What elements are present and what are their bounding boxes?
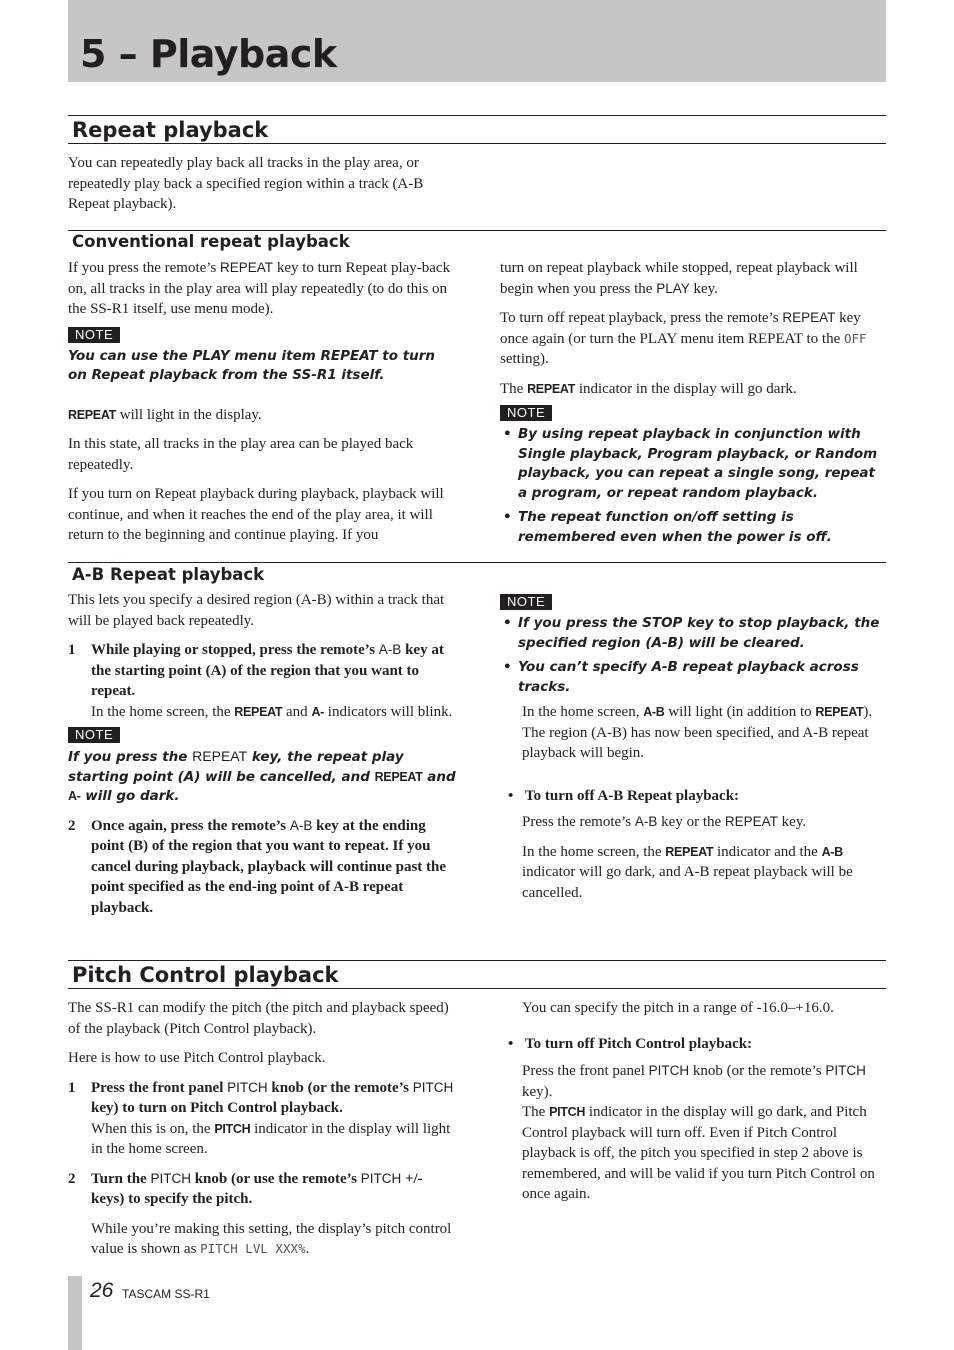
conventional-paragraph: turn on repeat playback while stopped, repeat playback will begin when you press the PLAY key.: [500, 260, 858, 297]
pitch-paragraph: Here is how to use Pitch Control playback.: [68, 1050, 326, 1066]
pitch-paragraph: The SS-R1 can modify the pitch (the pitch and playback speed) of the playback (Pitch Control playback).: [68, 1000, 449, 1037]
step-1: 1 While playing or stopped, press the remote’s A-B key at the starting point (A) of the region that you want to repeat.: [68, 642, 444, 699]
key-ab: A-B: [378, 642, 402, 657]
indicator-repeat: REPEAT: [234, 704, 283, 719]
pitch-paragraph: You can specify the pitch in a range of -16.0–+16.0.: [522, 1000, 834, 1016]
indicator-pitch: PITCH: [214, 1121, 251, 1136]
page-number: 26: [90, 1279, 114, 1302]
step-2: 2 Once again, press the remote’s A-B key at the ending point (B) of the region that you want to repeat. If you cancel during playback, playback will continue past the point specified as the end-ing point of A-B repeat playback.: [68, 817, 447, 916]
pitch-off-heading: • To turn off Pitch Control playback:: [508, 1035, 753, 1052]
note-item: • The repeat function on/off setting is remembered even when the power is off.: [500, 508, 886, 547]
conventional-paragraph: In this state, all tracks in the play area can be played back repeatedly.: [68, 436, 414, 473]
note-block: [500, 403, 886, 547]
step-2-body: While you’re making this setting, the display’s pitch control value is shown as PITCH LVL XXX%.: [91, 1220, 452, 1257]
note-badge: NOTE: [68, 727, 120, 743]
section-heading-pitch: Pitch Control playback: [72, 963, 339, 987]
note-block: [68, 725, 458, 807]
footer-model: TASCAM SS-R1: [122, 1287, 210, 1301]
pitch-paragraph: Press the front panel PITCH knob (or the remote’s PITCH key).: [522, 1063, 866, 1100]
repeat-intro-column: [68, 153, 458, 224]
key-pitch: PITCH: [825, 1063, 866, 1078]
lcd-off: OFF: [843, 330, 867, 346]
conventional-paragraph: If you turn on Repeat playback during playback, playback will continue, and when it reaches the end of the play area, it will return to the beginning and continue playing. If you: [68, 486, 444, 543]
ab-paragraph: This lets you specify a desired region (A-B) within a track that will be played back repeatedly.: [68, 592, 445, 629]
lcd-pitch-level: PITCH LVL XXX%: [200, 1241, 306, 1256]
key-pitch: PITCH: [648, 1063, 690, 1078]
section-rule-bottom: [68, 143, 886, 144]
section-heading-repeat: Repeat playback: [72, 118, 269, 142]
note-text: You can use the PLAY menu item REPEAT to turn on Repeat playback from the SS-R1 itself.: [68, 347, 436, 383]
chapter-title: 5 – Playback: [80, 32, 337, 76]
key-repeat: REPEAT: [192, 748, 248, 764]
key-pitch: PITCH: [360, 1170, 402, 1186]
step-1: 1 Press the front panel PITCH knob (or the remote’s PITCH key) to turn on Pitch Control playback.: [68, 1079, 454, 1116]
key-play: PLAY: [656, 280, 690, 296]
step-1-body: When this is on, the PITCH indicator in the display will light in the home screen.: [91, 1120, 451, 1157]
note-list: [500, 425, 886, 547]
key-pitch: PITCH: [412, 1079, 454, 1095]
conventional-paragraph: To turn off repeat playback, press the remote’s REPEAT key once again (or turn the PLAY menu item REPEAT to the OFF setting).: [500, 310, 867, 367]
note-item: • You can’t specify A-B repeat playback across tracks.: [500, 658, 886, 697]
key-pitch: PITCH: [227, 1079, 268, 1095]
indicator-a: A-: [68, 789, 81, 803]
ab-paragraph: In the home screen, A-B will light (in addition to REPEAT). The region (A-B) has now been specified, and A-B repeat playback will begin.: [522, 704, 873, 761]
pitch-paragraph: The PITCH indicator in the display will go dark, and Pitch Control playback will turn off. Even if Pitch Control playback is off, the pitch you specified in step 2 above is remembered, and will be valid if you turn Pitch Control on once again.: [522, 1104, 875, 1202]
conventional-right-column: [500, 258, 886, 552]
indicator-a: A-: [311, 704, 325, 719]
indicator-pitch: PITCH: [549, 1105, 586, 1119]
pitch-right-column: [500, 998, 886, 1214]
section-rule-bottom: [68, 988, 886, 989]
section-rule-top: [68, 960, 886, 961]
indicator-repeat: REPEAT: [527, 381, 576, 396]
note-text: If you press the REPEAT key, the repeat play starting point (A) will be cancelled, and REPEAT and A- will go dark.: [68, 748, 456, 804]
note-badge: NOTE: [68, 327, 120, 343]
repeat-intro: You can repeatedly play back all tracks in the play area, or repeatedly play back a specified region within a track (A-B Repeat playback).: [68, 155, 424, 212]
note-badge: NOTE: [500, 594, 552, 610]
section-rule-top: [68, 115, 886, 116]
pitch-left-column: [68, 998, 458, 1269]
indicator-ab: A-B: [643, 705, 665, 719]
key-repeat: REPEAT: [782, 310, 836, 325]
note-badge: NOTE: [500, 405, 552, 421]
footer-bar: [68, 1276, 82, 1350]
key-ab: A-B: [289, 817, 313, 833]
step-2: 2 Turn the PITCH knob (or use the remote’s PITCH +/- keys) to specify the pitch.: [68, 1170, 423, 1207]
ab-left-column: [68, 590, 458, 927]
subsection-rule: [68, 230, 886, 231]
note-list: [500, 614, 886, 697]
indicator-repeat: REPEAT: [665, 844, 714, 859]
key-pitch: PITCH: [150, 1170, 191, 1186]
indicator-ab: A-B: [821, 844, 843, 859]
subsection-rule: [68, 562, 886, 563]
indicator-repeat: REPEAT: [374, 769, 423, 784]
conventional-left-column: [68, 258, 458, 555]
note-item: • If you press the STOP key to stop playback, the specified region (A-B) will be cleared.: [500, 614, 886, 653]
conventional-paragraph: If you press the remote’s REPEAT key to turn Repeat play-back on, all tracks in the play area will play repeatedly (to do this on the SS-R1 itself, use menu mode).: [68, 260, 451, 317]
ab-paragraph: In the home screen, the REPEAT indicator and the A-B indicator will go dark, and A-B repeat playback will be cancelled.: [522, 843, 853, 901]
subheading-conventional: Conventional repeat playback: [72, 232, 350, 251]
ab-right-column: [500, 592, 886, 912]
note-item: • By using repeat playback in conjunction with Single playback, Program playback, or Random playback, you can repeat a single song, repeat a program, or repeat random playback.: [500, 425, 886, 503]
ab-off-heading: • To turn off A-B Repeat playback:: [508, 787, 740, 804]
key-repeat: REPEAT: [220, 260, 274, 275]
key-ab: A-B: [634, 814, 658, 829]
indicator-repeat: REPEAT: [68, 407, 116, 422]
key-repeat: REPEAT: [724, 814, 778, 829]
conventional-paragraph: The REPEAT indicator in the display will go dark.: [500, 380, 797, 397]
indicator-repeat: REPEAT: [815, 705, 864, 719]
note-block: [500, 592, 886, 697]
note-block: [68, 325, 458, 386]
conventional-paragraph: REPEAT will light in the display.: [68, 406, 262, 423]
ab-paragraph: Press the remote’s A-B key or the REPEAT key.: [522, 814, 807, 830]
subheading-ab-repeat: A-B Repeat playback: [72, 565, 265, 584]
step-1-body: In the home screen, the REPEAT and A- indicators will blink.: [91, 703, 453, 720]
